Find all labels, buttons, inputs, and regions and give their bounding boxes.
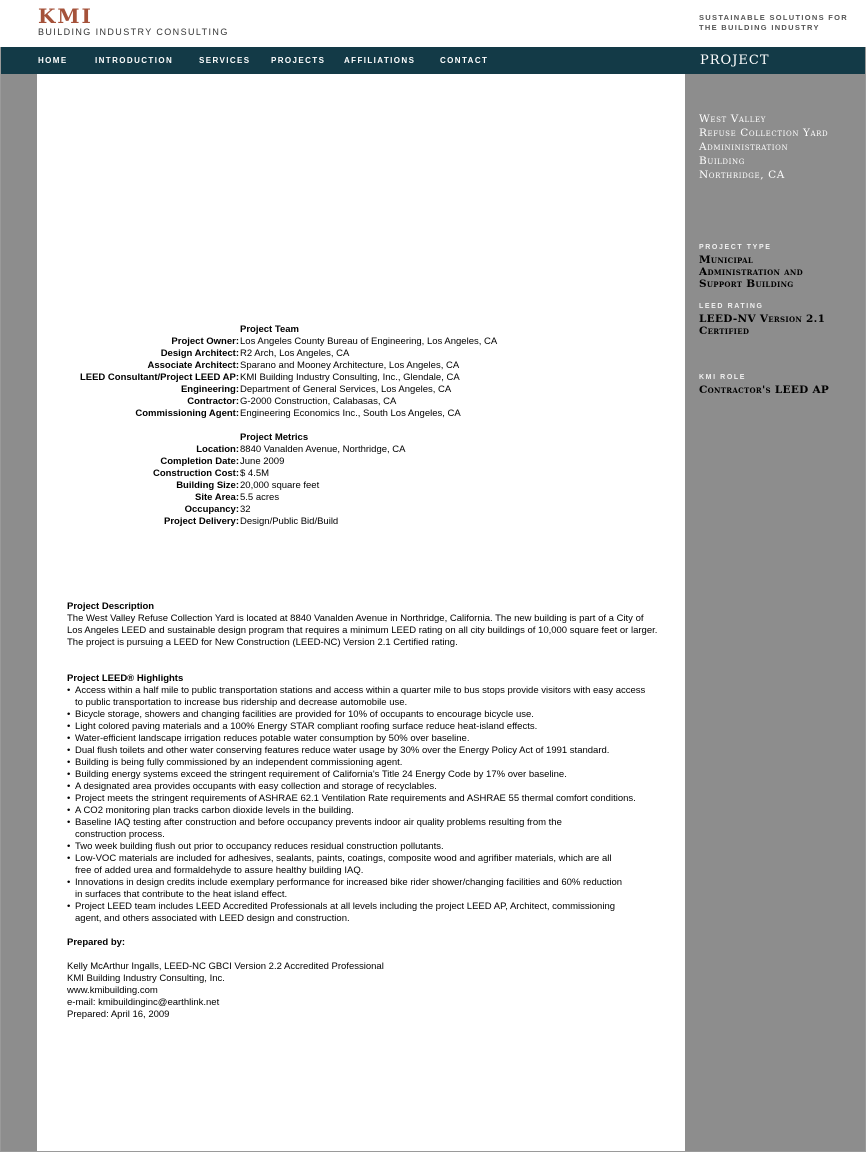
row-value: 8840 Vanalden Avenue, Northridge, CA (240, 444, 406, 455)
value-line: LEED-NV Version 2.1 (699, 313, 826, 325)
list-item (67, 685, 675, 709)
item-line: • Baseline IAQ testing after construction and before occupancy prevents indoor air quality problems resulting from the (75, 817, 562, 828)
item-line: • A designated area provides occupants with easy collection and storage of recyclables. (75, 781, 437, 792)
list-item (67, 805, 675, 817)
item-line: • Water-efficient landscape irrigation reduces potable water consumption by 50% over baseline. (75, 733, 470, 744)
row-value: Los Angeles County Bureau of Engineering, Los Angeles, CA (240, 336, 498, 347)
value-line: Administration and (699, 266, 803, 278)
kmi-role-value (699, 384, 861, 396)
description-line: The West Valley Refuse Collection Yard is located at 8840 Vanalden Avenue in Northridge, California. The new building is part of a City of (67, 613, 644, 624)
table-row (37, 336, 685, 348)
nav-services[interactable]: SERVICES (199, 56, 251, 65)
logo-kmi: KMI (38, 4, 93, 28)
table-row (37, 516, 685, 528)
project-metrics-list (37, 444, 685, 528)
row-key: Associate Architect: (147, 360, 239, 371)
list-item (67, 709, 675, 721)
item-line: agent, and others associated with LEED design and construction. (75, 913, 350, 924)
row-key: Design Architect: (160, 348, 239, 359)
item-line: • A CO2 monitoring plan tracks carbon dioxide levels in the building. (75, 805, 354, 816)
description-line: The project is pursuing a LEED for New Construction (LEED-NC) Version 2.1 Certified rating. (67, 637, 458, 648)
prepared-title: Prepared by: (67, 937, 126, 948)
item-line: • Two week building flush out prior to occupancy reduces residual construction pollutants. (75, 841, 444, 852)
list-item (67, 733, 675, 745)
section-title: PROJECT (700, 53, 770, 68)
table-row (37, 372, 685, 384)
list-item (67, 781, 675, 793)
project-team-title: Project Team (240, 324, 299, 335)
list-item (67, 877, 675, 901)
row-value: June 2009 (240, 456, 285, 467)
prepared-company: KMI Building Industry Consulting, Inc. (67, 973, 225, 984)
row-key: Contractor: (187, 396, 239, 407)
row-key: Occupancy: (184, 504, 239, 515)
row-value: 5.5 acres (240, 492, 280, 503)
tagline (699, 13, 859, 33)
item-line: • Building is being fully commissioned by an independent commissioning agent. (75, 757, 403, 768)
list-item (67, 745, 675, 757)
description-title: Project Description (67, 601, 155, 612)
row-value: 20,000 square feet (240, 480, 320, 491)
description-text (67, 613, 675, 649)
item-line: free of added urea and formaldehyde to assure healthy building IAQ. (75, 865, 364, 876)
row-key: Construction Cost: (152, 468, 239, 479)
table-row (37, 348, 685, 360)
prepared-name: Kelly McArthur Ingalls, LEED-NC GBCI Version 2.2 Accredited Professional (67, 961, 384, 972)
nav-home[interactable]: HOME (38, 56, 68, 65)
item-line: • Low-VOC materials are included for adhesives, sealants, paints, coatings, composite wood and agrifiber materials, which are all (75, 853, 612, 864)
list-item (67, 721, 675, 733)
building-line: Refuse Collection Yard (699, 127, 829, 139)
nav-contact[interactable]: CONTACT (440, 56, 489, 65)
building-line: Admininistration (699, 141, 789, 153)
item-line: • Light colored paving materials and a 100% Energy STAR compliant roofing surface reduce heat-island effects. (75, 721, 538, 732)
project-type-label: PROJECT TYPE (699, 244, 772, 251)
leed-rating-value (699, 313, 861, 337)
item-line: • Innovations in design credits include exemplary performance for increased bike rider shower/changing facilities and 60% reduction (75, 877, 623, 888)
item-line: • Building energy systems exceed the stringent requirement of California's Title 24 Energy Code by 17% over baseline. (75, 769, 567, 780)
prepared-date: Prepared: April 16, 2009 (67, 1009, 170, 1020)
table-row (37, 492, 685, 504)
item-line: • Bicycle storage, showers and changing facilities are provided for 10% of occupants to encourage bicycle use. (75, 709, 534, 720)
building-line: Building (699, 155, 745, 167)
nav-introduction[interactable]: INTRODUCTION (95, 56, 174, 65)
row-value: R2 Arch, Los Angeles, CA (240, 348, 350, 359)
kmi-logo[interactable] (38, 6, 229, 38)
nav-projects[interactable]: PROJECTS (271, 56, 326, 65)
sidebar (685, 74, 865, 1151)
value-line: Municipal (699, 254, 754, 266)
project-type-value (699, 254, 861, 290)
row-value: Sparano and Mooney Architecture, Los Angeles, CA (240, 360, 460, 371)
row-value: 32 (240, 504, 251, 515)
item-line: to public transportation to increase bus ridership and decrease automobile use. (75, 697, 408, 708)
row-key: Site Area: (195, 492, 239, 503)
row-value: Design/Public Bid/Build (240, 516, 339, 527)
table-row (37, 480, 685, 492)
row-key: Building Size: (176, 480, 239, 491)
kmi-role-label: KMI ROLE (699, 374, 747, 381)
list-item (67, 817, 675, 841)
item-line: • Project LEED team includes LEED Accredited Professionals at all levels including the project LEED AP, Architect, commissioning (75, 901, 616, 912)
email-link[interactable]: e-mail: kmibuildinginc@earthlink.net (67, 997, 220, 1008)
table-row (37, 504, 685, 516)
table-row (37, 456, 685, 468)
left-margin-bar (1, 74, 37, 1151)
highlights-title: Project LEED® Highlights (67, 673, 184, 684)
value-line: Support Building (699, 278, 794, 290)
table-row (37, 408, 685, 420)
row-value: Department of General Services, Los Angeles, CA (240, 384, 452, 395)
table-row (37, 384, 685, 396)
main-content (37, 74, 685, 1151)
building-line: West Valley (699, 113, 766, 125)
item-line: • Access within a half mile to public transportation stations and access within a quarter mile to bus stops provide visitors with easy access (75, 685, 646, 696)
row-value: $ 4.5M (240, 468, 270, 479)
project-metrics-title: Project Metrics (240, 432, 309, 443)
row-key: Completion Date: (160, 456, 239, 467)
logo-subtitle: BUILDING INDUSTRY CONSULTING (38, 27, 229, 37)
list-item (67, 841, 675, 853)
row-value: G-2000 Construction, Calabasas, CA (240, 396, 397, 407)
row-value: Engineering Economics Inc., South Los Angeles, CA (240, 408, 461, 419)
row-value: KMI Building Industry Consulting, Inc., Glendale, CA (240, 372, 460, 383)
table-row (37, 444, 685, 456)
list-item (67, 757, 675, 769)
row-key: Location: (196, 444, 239, 455)
row-key: Commissioning Agent: (135, 408, 239, 419)
list-item (67, 853, 675, 877)
row-key: Project Delivery: (164, 516, 239, 527)
header (0, 0, 866, 47)
list-item (67, 901, 675, 925)
row-key: Engineering: (180, 384, 239, 395)
table-row (37, 468, 685, 480)
website-link[interactable]: www.kmibuilding.com (67, 985, 158, 996)
row-key: Project Owner: (171, 336, 239, 347)
value-line: Contractor's LEED AP (699, 384, 830, 396)
description-line: Los Angeles LEED and sustainable design program that requires a minimum LEED rating on all city buildings of 10,000 square feet or larger. (67, 625, 658, 636)
value-line: Certified (699, 325, 750, 337)
leed-rating-label: LEED RATING (699, 303, 764, 310)
item-line: in surfaces that contribute to the heat island effect. (75, 889, 288, 900)
prepared-by (67, 961, 467, 1021)
building-line: Northridge, CA (699, 169, 785, 181)
table-row (37, 360, 685, 372)
tagline-line: SUSTAINABLE SOLUTIONS FOR (699, 13, 849, 22)
list-item (67, 793, 675, 805)
main-nav (1, 47, 865, 74)
project-team-list (37, 336, 685, 420)
table-row (37, 396, 685, 408)
list-item (67, 769, 675, 781)
building-name (699, 112, 859, 182)
row-key: LEED Consultant/Project LEED AP: (79, 372, 239, 383)
item-line: • Project meets the stringent requirements of ASHRAE 62.1 Ventilation Rate requirements and ASHRAE 55 thermal comfort conditions. (75, 793, 636, 804)
item-line: construction process. (75, 829, 165, 840)
item-line: • Dual flush toilets and other water conserving features reduce water usage by 30% over the Energy Policy Act of 1991 standard. (75, 745, 610, 756)
nav-affiliations[interactable]: AFFILIATIONS (344, 56, 416, 65)
highlights-list (67, 685, 675, 925)
tagline-line: THE BUILDING INDUSTRY (699, 23, 820, 32)
